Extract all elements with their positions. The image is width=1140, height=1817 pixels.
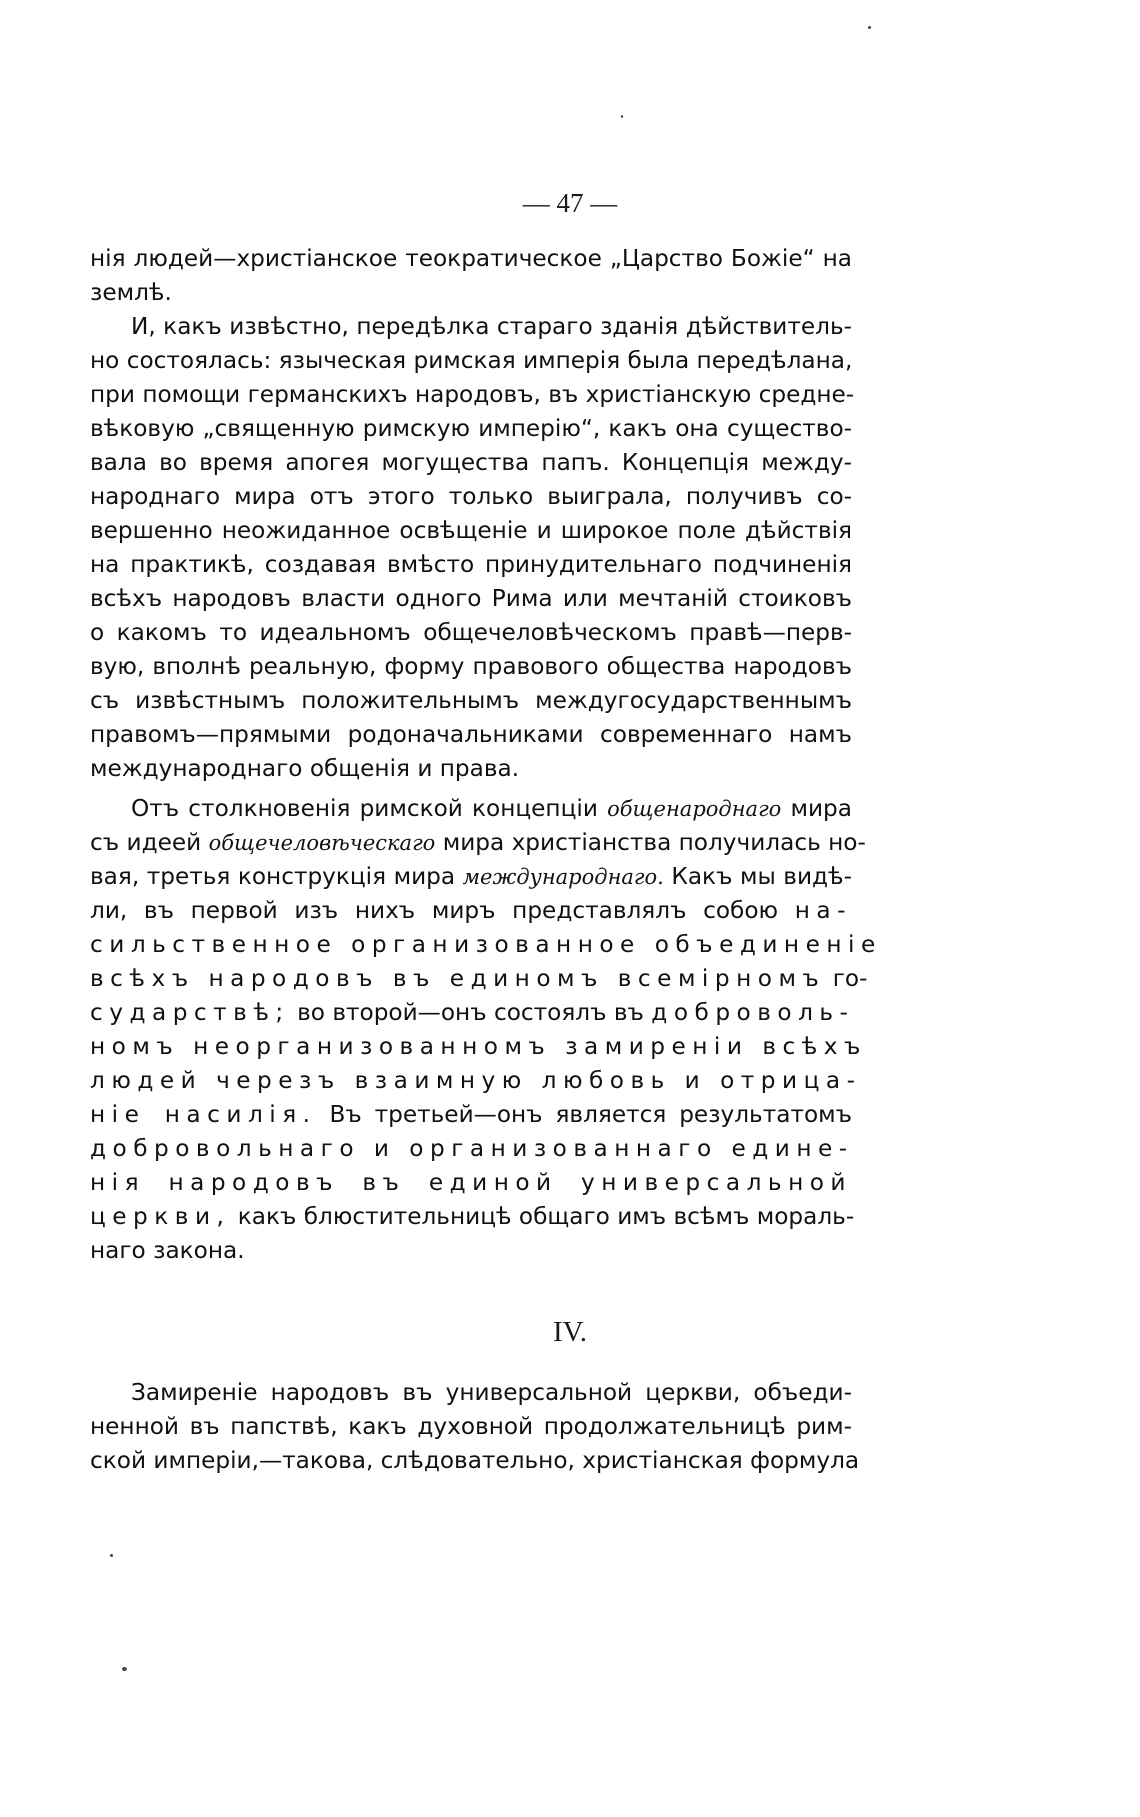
text-run: вая, третья конструкція мира	[90, 863, 456, 890]
text-line	[90, 826, 866, 860]
spaced-text-line: номъ неорганизованномъ замиреніи всѣхъ	[90, 1033, 867, 1060]
text-line: на практикѣ, создавая вмѣсто принудительнаго подчиненія	[90, 551, 852, 578]
spaced-text: на-	[794, 897, 852, 924]
text-line	[90, 962, 868, 996]
text-run: Какъ мы видѣ-	[671, 863, 853, 890]
spaced-text-line: добровольнаго и организованнаго едине-	[90, 1135, 854, 1162]
text-run: во второй—онъ состоялъ въ	[297, 999, 644, 1026]
text-line: вѣковую „священную римскую имперію“, какъ она существо-	[90, 415, 852, 442]
text-line: съ извѣстнымъ положительнымъ междугосударственнымъ	[90, 687, 852, 714]
text-line: всѣхъ народовъ власти одного Рима или мечтаній стоиковъ	[90, 585, 852, 612]
text-line: вала во время апогея могущества папъ. Концепція между-	[90, 449, 852, 476]
text-line: землѣ.	[90, 279, 172, 306]
scan-speck	[621, 115, 623, 118]
spaced-text: церкви,	[90, 1203, 231, 1230]
spaced-text-line: людей черезъ взаимную любовь и отрица-	[90, 1067, 862, 1094]
text-run: какъ блюстительницѣ общаго имъ всѣмъ мораль-	[237, 1203, 855, 1230]
text-run: мира	[790, 795, 852, 822]
text-line	[90, 894, 852, 928]
text-run: ли, въ первой изъ нихъ миръ представлялъ собою	[90, 897, 779, 924]
text-line: наго закона.	[90, 1237, 245, 1264]
spaced-text: сударствѣ;	[90, 999, 290, 1026]
text-line	[90, 1200, 855, 1234]
text-run: мира христіанства получилась но-	[442, 829, 866, 856]
scan-speck	[122, 1667, 127, 1671]
italic-term: общечеловѣческаго	[208, 831, 436, 855]
text-line: ской имперіи,—такова, слѣдовательно, христіанская формула	[90, 1447, 860, 1474]
text-line: вершенно неожиданное освѣщеніе и широкое поле дѣйствія	[90, 517, 852, 544]
paragraph-start-line: Замиреніе народовъ въ универсальной церкви, объеди-	[131, 1379, 852, 1406]
text-line	[90, 860, 852, 894]
paragraph-start-line	[131, 792, 852, 826]
spaced-text-line: сильственное организованное объединеніе	[90, 931, 882, 958]
page-number: — 47 —	[522, 188, 618, 218]
scan-speck	[110, 1554, 113, 1557]
text-line	[90, 996, 855, 1030]
text-run: Отъ столкновенія римской концепціи	[131, 795, 598, 822]
text-line	[90, 1098, 852, 1132]
text-line: но состоялась: языческая римская имперія была передѣлана,	[90, 347, 853, 374]
text-run: го-	[832, 965, 868, 992]
paragraph-start-line: И, какъ извѣстно, передѣлка стараго зданія дѣйствитель-	[131, 313, 852, 340]
text-line: о какомъ то идеальномъ общечеловѣческомъ правѣ—перв-	[90, 619, 852, 646]
section-heading: IV.	[552, 1316, 588, 1348]
text-line: при помощи германскихъ народовъ, въ христіанскую средне-	[90, 381, 855, 408]
spaced-text: доброволь-	[651, 999, 855, 1026]
text-line: нія людей—христіанское теократическое „Царство Божіе“ на	[90, 245, 852, 272]
text-run: Въ третьей—онъ является результатомъ	[329, 1101, 853, 1128]
text-run: съ идеей	[90, 829, 202, 856]
text-line: международнаго общенія и права.	[90, 755, 520, 782]
text-line: народнаго мира отъ этого только выиграла, получивъ со-	[90, 483, 852, 510]
spaced-text: ніе насилія.	[90, 1101, 317, 1128]
text-line: правомъ—прямыми родоначальниками современнаго намъ	[90, 721, 852, 748]
scan-speck	[868, 26, 871, 29]
text-line: вую, вполнѣ реальную, форму правового общества народовъ	[90, 653, 852, 680]
italic-term: общенароднаго	[607, 797, 782, 821]
text-line: ненной въ папствѣ, какъ духовной продолжательницѣ рим-	[90, 1413, 852, 1440]
spaced-text-line: нія народовъ въ единой универсальной	[90, 1169, 852, 1196]
italic-term: международнаго.	[462, 865, 664, 889]
spaced-text: всѣхъ народовъ въ единомъ всемірномъ	[90, 965, 826, 992]
